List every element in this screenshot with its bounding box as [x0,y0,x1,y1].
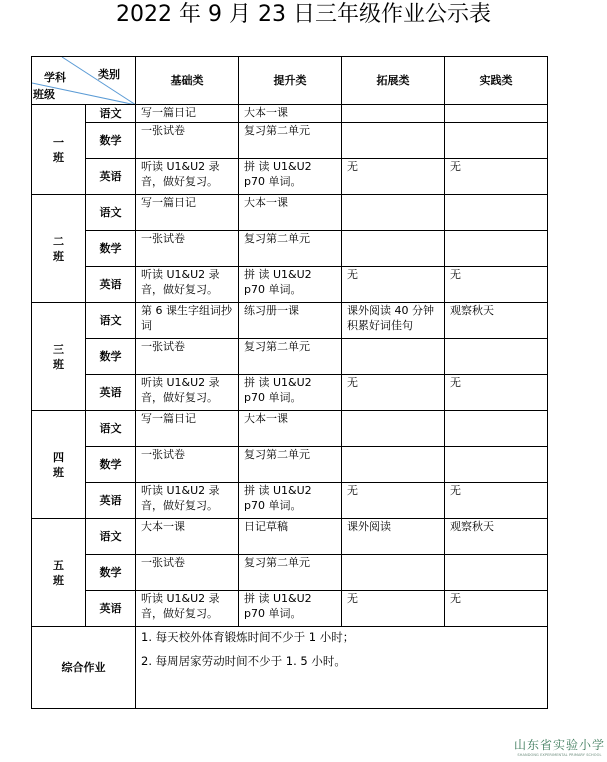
homework-cell: 一张试卷 [136,231,239,267]
homework-cell: 拼 读 U1&U2 p70 单词。 [239,267,342,303]
homework-cell: 写一篇日记 [136,411,239,447]
homework-cell: 大本一课 [239,105,342,123]
homework-cell: 拼 读 U1&U2 p70 单词。 [239,591,342,627]
homework-cell: 复习第二单元 [239,339,342,375]
subject-cell: 数学 [86,231,136,267]
homework-cell: 观察秋天 [445,519,548,555]
subject-cell: 数学 [86,555,136,591]
homework-cell: 大本一课 [136,519,239,555]
subject-cell: 语文 [86,519,136,555]
homework-cell: 练习册一课 [239,303,342,339]
table-row [32,303,548,339]
table-row [32,411,548,447]
subject-cell: 语文 [86,195,136,231]
subject-cell: 英语 [86,483,136,519]
homework-cell: 写一篇日记 [136,195,239,231]
class-name-cell: 三 班 [32,303,86,411]
homework-cell: 课外阅读 40 分钟积累好词佳句 [342,303,445,339]
homework-cell [445,555,548,591]
homework-cell [445,411,548,447]
homework-cell: 一张试卷 [136,555,239,591]
subject-cell: 语文 [86,105,136,123]
homework-cell: 拼 读 U1&U2 p70 单词。 [239,375,342,411]
homework-cell: 拼 读 U1&U2 p70 单词。 [239,483,342,519]
summary-row [32,627,548,709]
table-row [32,195,548,231]
table-row [32,447,548,483]
table-row [32,231,548,267]
homework-cell: 无 [342,591,445,627]
homework-cell: 复习第二单元 [239,231,342,267]
subject-cell: 数学 [86,447,136,483]
homework-cell: 复习第二单元 [239,555,342,591]
column-header-practice: 实践类 [445,57,548,105]
table-row [32,123,548,159]
homework-cell: 大本一课 [239,411,342,447]
table-row [32,483,548,519]
summary-item: 2. 每周居家劳动时间不少于 1. 5 小时。 [141,654,346,668]
homework-cell: 无 [445,483,548,519]
homework-cell: 听读 U1&U2 录音，做好复习。 [136,159,239,195]
homework-cell: 拼 读 U1&U2 p70 单词。 [239,159,342,195]
logo-text-cn: 山东省实验小学 [513,738,605,752]
homework-cell: 无 [445,159,548,195]
table-row [32,519,548,555]
homework-cell: 听读 U1&U2 录音，做好复习。 [136,591,239,627]
class-name-cell: 二 班 [32,195,86,303]
summary-item: 1. 每天校外体育锻炼时间不少于 1 小时； [141,630,355,644]
homework-cell [342,447,445,483]
homework-cell: 复习第二单元 [239,123,342,159]
homework-cell [445,231,548,267]
homework-cell: 无 [342,483,445,519]
table-row [32,555,548,591]
table-row [32,339,548,375]
homework-cell: 日记草稿 [239,519,342,555]
homework-cell: 观察秋天 [445,303,548,339]
table-row [32,159,548,195]
homework-cell: 无 [342,159,445,195]
homework-cell: 无 [342,375,445,411]
logo-text-en: SHANDONG EXPERIMENTAL PRIMARY SCHOOL [517,753,602,757]
homework-cell: 第 6 课生字组词抄词 [136,303,239,339]
homework-cell: 大本一课 [239,195,342,231]
homework-cell: 无 [445,375,548,411]
homework-cell [445,339,548,375]
homework-cell: 一张试卷 [136,447,239,483]
homework-cell [445,447,548,483]
table-row [32,375,548,411]
school-logo [512,736,607,757]
subject-cell: 数学 [86,123,136,159]
homework-cell: 复习第二单元 [239,447,342,483]
subject-cell: 英语 [86,267,136,303]
homework-cell [445,105,548,123]
subject-cell: 英语 [86,375,136,411]
homework-cell [342,555,445,591]
header-row [32,57,548,105]
class-name-cell: 一 班 [32,105,86,195]
homework-cell: 听读 U1&U2 录音，做好复习。 [136,267,239,303]
diagonal-header-cell [32,57,136,105]
homework-cell [445,123,548,159]
subject-cell: 语文 [86,411,136,447]
homework-cell: 无 [342,267,445,303]
homework-cell: 课外阅读 [342,519,445,555]
subject-cell: 英语 [86,591,136,627]
subject-label: 学科 [44,71,66,84]
class-name-cell: 四 班 [32,411,86,519]
column-header-extend: 拓展类 [342,57,445,105]
homework-cell [445,195,548,231]
homework-cell [342,339,445,375]
subject-cell: 数学 [86,339,136,375]
category-label: 类别 [98,68,120,81]
homework-cell [342,195,445,231]
table-row [32,591,548,627]
subject-cell: 英语 [86,159,136,195]
homework-cell: 无 [445,267,548,303]
class-label: 班级 [33,88,55,101]
homework-table [31,56,548,709]
homework-cell: 一张试卷 [136,123,239,159]
homework-cell [342,123,445,159]
homework-cell: 听读 U1&U2 录音，做好复习。 [136,483,239,519]
subject-cell: 语文 [86,303,136,339]
homework-cell [342,105,445,123]
column-header-basic: 基础类 [136,57,239,105]
homework-cell: 写一篇日记 [136,105,239,123]
summary-content [136,627,548,709]
homework-cell [342,411,445,447]
homework-cell: 无 [445,591,548,627]
table-row [32,105,548,123]
summary-label: 综合作业 [32,627,136,709]
homework-cell: 一张试卷 [136,339,239,375]
page-title: 2022 年 9 月 23 日三年级作业公示表 [116,2,491,27]
table-row [32,267,548,303]
class-name-cell: 五 班 [32,519,86,627]
homework-cell [342,231,445,267]
column-header-improve: 提升类 [239,57,342,105]
homework-cell: 听读 U1&U2 录音，做好复习。 [136,375,239,411]
